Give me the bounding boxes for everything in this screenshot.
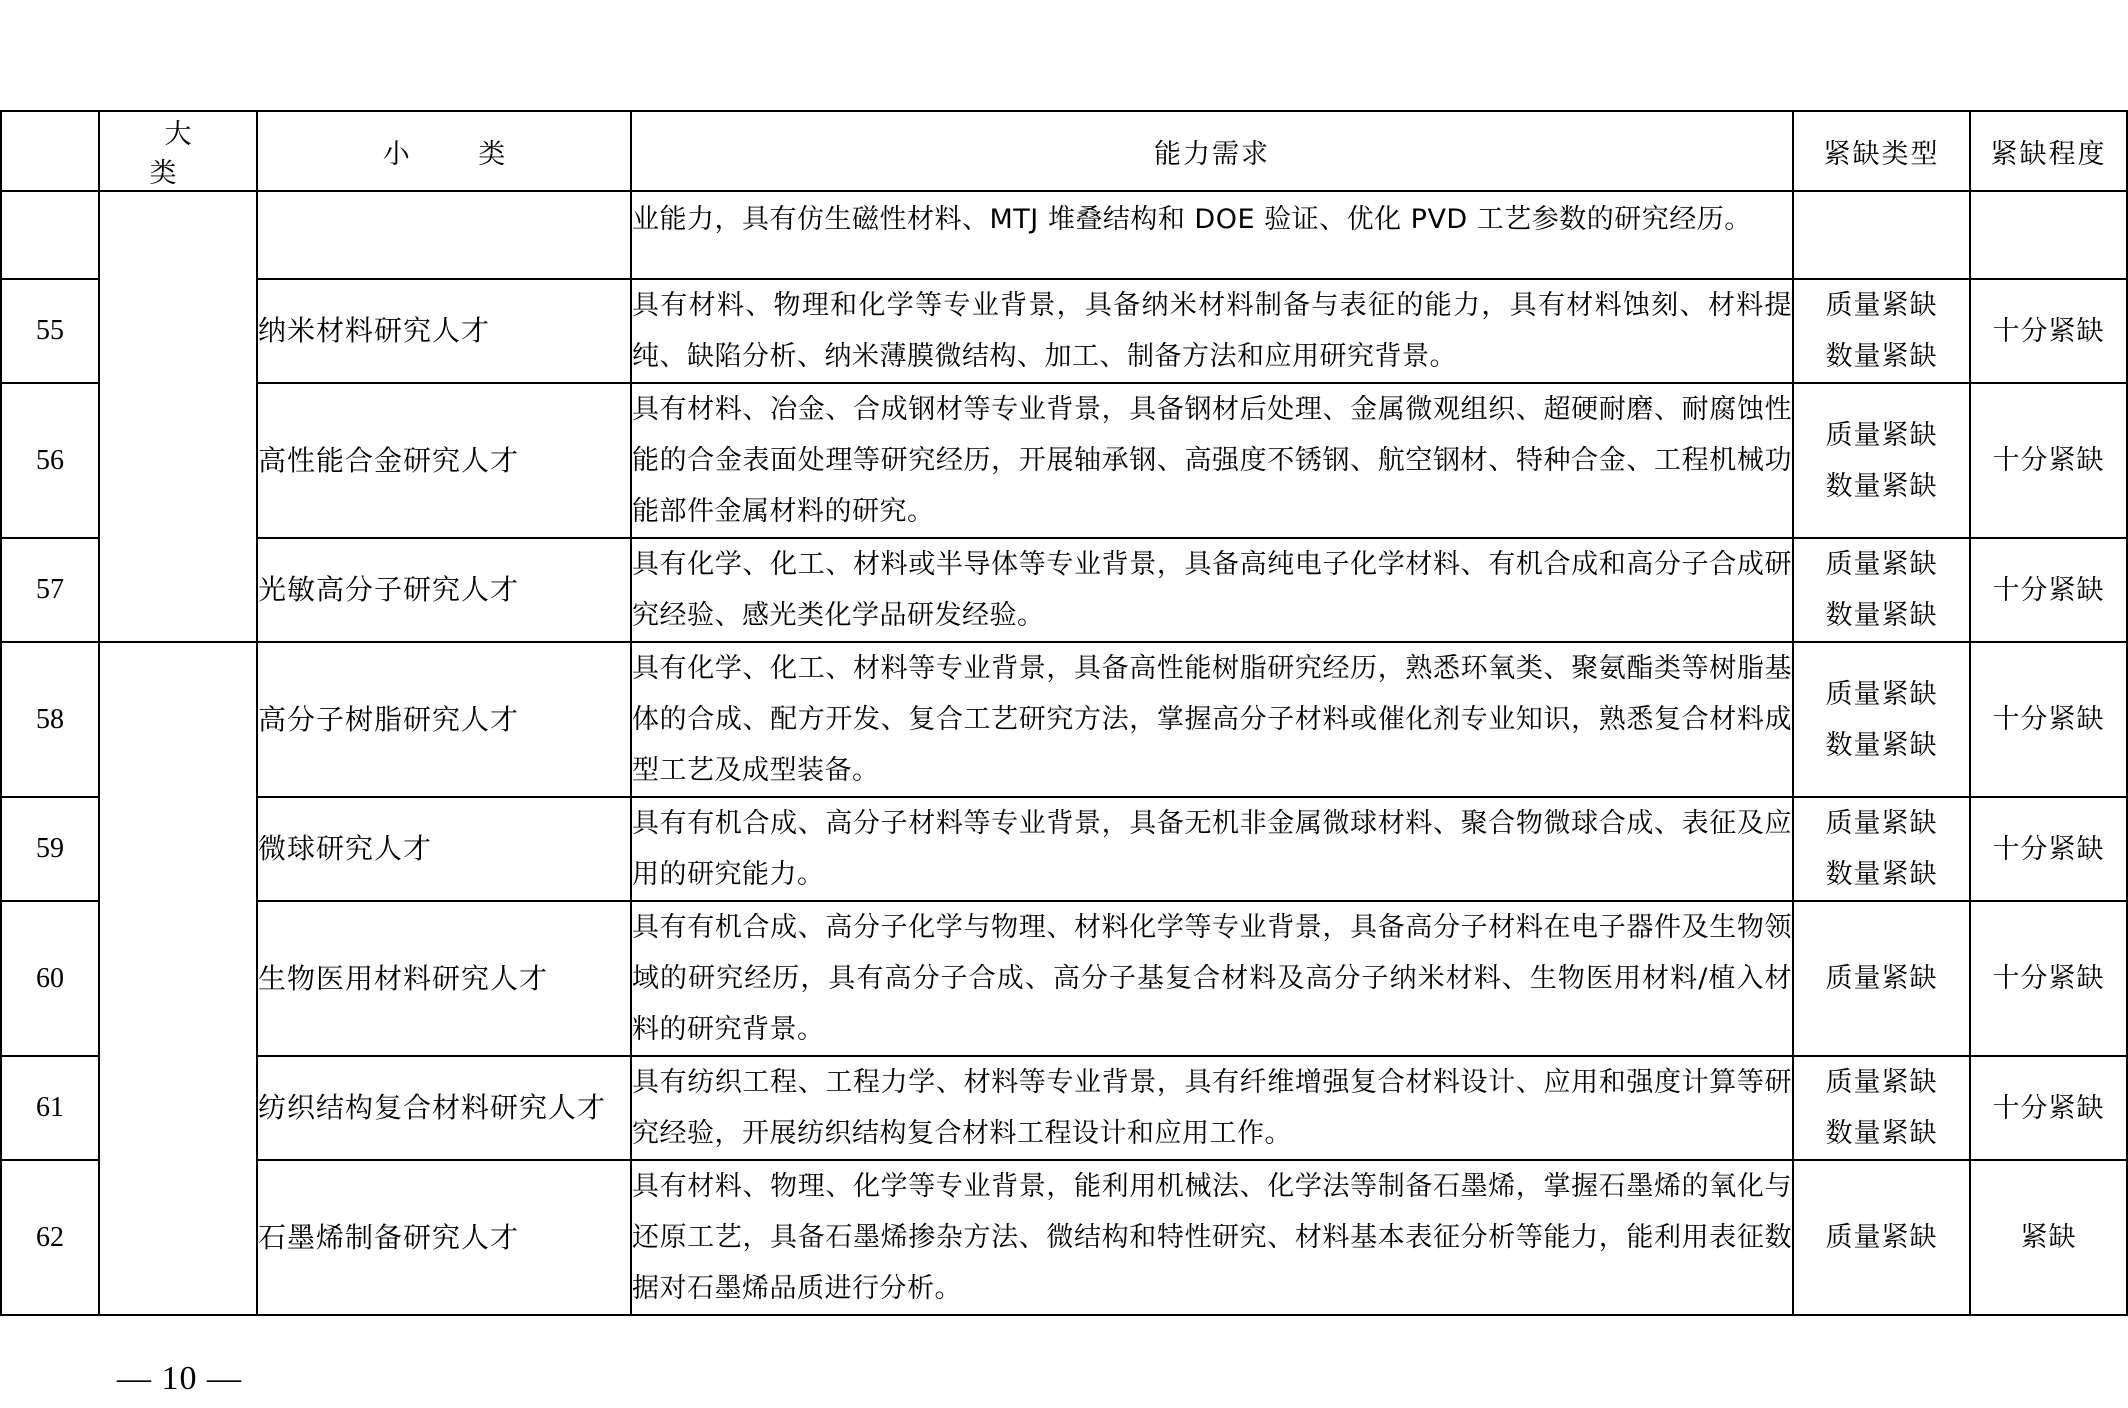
shortage-level: 十分紧缺 — [1970, 797, 2127, 901]
table-row — [1, 383, 2127, 538]
shortage-type-quantity: 数量紧缺 — [1825, 729, 1938, 761]
shortage-type-quality: 质量紧缺 — [1825, 963, 1938, 994]
shortage-type-quality: 质量紧缺 — [1825, 678, 1938, 710]
shortage-type-quality: 质量紧缺 — [1825, 1067, 1938, 1098]
subcategory: 光敏高分子研究人才 — [257, 538, 631, 642]
shortage-type — [1793, 901, 1970, 1056]
shortage-type-quantity: 数量紧缺 — [1825, 600, 1938, 631]
shortage-level: 十分紧缺 — [1970, 279, 2127, 383]
shortage-level: 十分紧缺 — [1970, 1056, 2127, 1160]
row-number-cell — [1, 191, 99, 279]
requirement: 具有化学、化工、材料等专业背景，具备高性能树脂研究经历，熟悉环氧类、聚氨酯类等树脂基体的合成、配方开发、复合工艺研究方法，掌握高分子材料或催化剂专业知识，熟悉复合材料成型工艺及成型装备。 — [631, 642, 1793, 797]
requirement: 具有有机合成、高分子材料等专业背景，具备无机非金属微球材料、聚合物微球合成、表征及应用的研究能力。 — [631, 797, 1793, 901]
requirement: 具有材料、物理、化学等专业背景，能利用机械法、化学法等制备石墨烯，掌握石墨烯的氧化与还原工艺，具备石墨烯掺杂方法、微结构和特性研究、材料基本表征分析等能力，能利用表征数据对石墨烯品质进行分析。 — [631, 1160, 1793, 1315]
row-number: 57 — [1, 538, 99, 642]
shortage-type — [1793, 383, 1970, 538]
requirement: 具有纺织工程、工程力学、材料等专业背景，具有纤维增强复合材料设计、应用和强度计算等研究经验，开展纺织结构复合材料工程设计和应用工作。 — [631, 1056, 1793, 1160]
shortage-type-quality: 质量紧缺 — [1825, 808, 1938, 839]
shortage-type-quantity: 数量紧缺 — [1825, 470, 1938, 502]
row-number: 59 — [1, 797, 99, 901]
row-number: 62 — [1, 1160, 99, 1315]
table-row — [1, 797, 2127, 901]
shortage-type — [1793, 797, 1970, 901]
subcategory: 纺织结构复合材料研究人才 — [257, 1056, 631, 1160]
table-row — [1, 642, 2127, 797]
subcategory: 纳米材料研究人才 — [257, 279, 631, 383]
shortage-level-cell — [1970, 191, 2127, 279]
row-number: 56 — [1, 383, 99, 538]
requirement-cell: 业能力，具有仿生磁性材料、MTJ 堆叠结构和 DOE 验证、优化 PVD 工艺参数的研究经历。 — [631, 191, 1793, 279]
table-row — [1, 1160, 2127, 1315]
category-cell — [99, 642, 257, 1315]
shortage-type — [1793, 1160, 1970, 1315]
shortage-level: 十分紧缺 — [1970, 901, 2127, 1056]
shortage-type-quantity: 数量紧缺 — [1825, 1118, 1938, 1149]
subcategory: 高分子树脂研究人才 — [257, 642, 631, 797]
subcategory-cell — [257, 191, 631, 279]
table-row — [1, 538, 2127, 642]
shortage-type-quality: 质量紧缺 — [1825, 419, 1938, 451]
shortage-type-quality: 质量紧缺 — [1825, 549, 1938, 580]
header-number — [1, 111, 99, 191]
row-number: 55 — [1, 279, 99, 383]
shortage-type-quality: 质量紧缺 — [1825, 290, 1938, 321]
header-subcategory: 小 类 — [257, 111, 631, 191]
shortage-level: 十分紧缺 — [1970, 383, 2127, 538]
table-row — [1, 279, 2127, 383]
talent-demand-table — [0, 110, 2128, 1316]
requirement: 具有材料、物理和化学等专业背景，具备纳米材料制备与表征的能力，具有材料蚀刻、材料提纯、缺陷分析、纳米薄膜微结构、加工、制备方法和应用研究背景。 — [631, 279, 1793, 383]
shortage-type — [1793, 1056, 1970, 1160]
requirement: 具有化学、化工、材料或半导体等专业背景，具备高纯电子化学材料、有机合成和高分子合成研究经验、感光类化学品研发经验。 — [631, 538, 1793, 642]
requirement: 具有材料、冶金、合成钢材等专业背景，具备钢材后处理、金属微观组织、超硬耐磨、耐腐蚀性能的合金表面处理等研究经历，开展轴承钢、高强度不锈钢、航空钢材、特种合金、工程机械功能部件金属材料的研究。 — [631, 383, 1793, 538]
header-requirement: 能力需求 — [631, 111, 1793, 191]
shortage-level: 紧缺 — [1970, 1160, 2127, 1315]
category-cell — [99, 191, 257, 642]
subcategory: 微球研究人才 — [257, 797, 631, 901]
shortage-type-quantity: 数量紧缺 — [1825, 859, 1938, 890]
header-category: 大 类 — [99, 111, 257, 191]
table-row-continuation — [1, 191, 2127, 279]
shortage-type — [1793, 279, 1970, 383]
requirement: 具有有机合成、高分子化学与物理、材料化学等专业背景，具备高分子材料在电子器件及生物领域的研究经历，具有高分子合成、高分子基复合材料及高分子纳米材料、生物医用材料/植入材料的研究背景。 — [631, 901, 1793, 1056]
header-shortage-level: 紧缺程度 — [1970, 111, 2127, 191]
shortage-type-cell — [1793, 191, 1970, 279]
shortage-level: 十分紧缺 — [1970, 642, 2127, 797]
header-shortage-type: 紧缺类型 — [1793, 111, 1970, 191]
table-row — [1, 1056, 2127, 1160]
table-row — [1, 901, 2127, 1056]
header-row — [1, 111, 2127, 191]
subcategory: 生物医用材料研究人才 — [257, 901, 631, 1056]
row-number: 58 — [1, 642, 99, 797]
subcategory: 高性能合金研究人才 — [257, 383, 631, 538]
shortage-type — [1793, 642, 1970, 797]
shortage-type-quantity: 数量紧缺 — [1825, 341, 1938, 372]
shortage-level: 十分紧缺 — [1970, 538, 2127, 642]
page-number: — 10 — — [117, 1360, 242, 1397]
shortage-type-quality: 质量紧缺 — [1825, 1222, 1938, 1253]
row-number: 61 — [1, 1056, 99, 1160]
shortage-type — [1793, 538, 1970, 642]
subcategory: 石墨烯制备研究人才 — [257, 1160, 631, 1315]
row-number: 60 — [1, 901, 99, 1056]
